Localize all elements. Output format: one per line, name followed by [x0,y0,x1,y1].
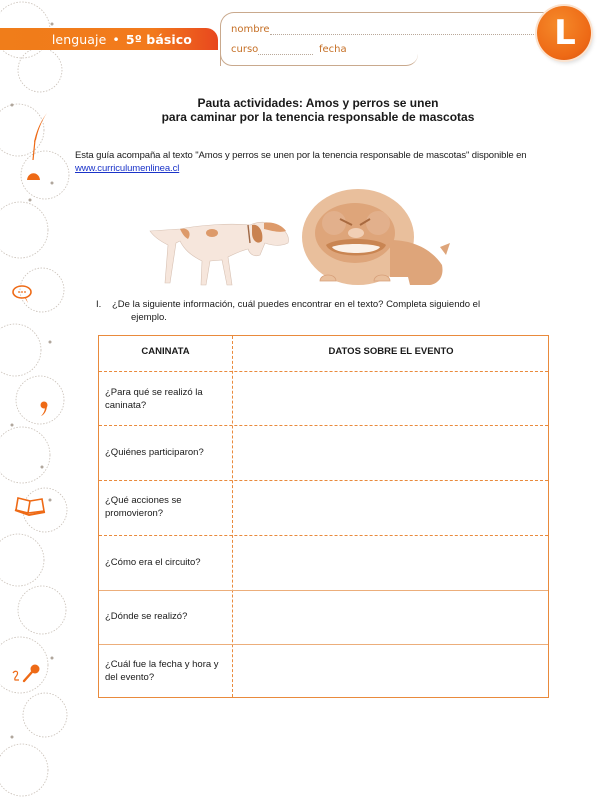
answer-cell-circuit[interactable] [233,536,549,590]
microphone-icon [13,665,40,682]
inkwell-icon [27,173,40,180]
question-number: I. [96,299,102,310]
row-question-location: ¿Dónde se realizó? [105,611,188,622]
intro-paragraph [75,149,535,175]
document-title-line1: Pauta actividades: Amos y perros se unen [197,96,439,110]
curriculum-link[interactable]: www.curriculumenlinea.cl [75,163,180,174]
date-label: fecha [319,44,347,55]
pointer-dog-illustration [150,222,289,285]
row-question-date: ¿Cuál fue la fecha y hora y del evento? [105,659,219,683]
subject-label: lenguaje [51,31,107,47]
subject-badge [537,6,591,60]
document-title-line2: para caminar por la tenencia responsable de mascotas [161,110,475,124]
answer-cell-date[interactable] [233,645,549,698]
header-caninata: CANINATA [141,346,190,357]
question-text-cont: ejemplo. [131,312,167,323]
answer-cell-actions[interactable] [233,481,549,535]
question-1 [96,298,531,324]
caninata-table [98,335,549,698]
open-book-icon [15,498,45,515]
header-event-data: DATOS SOBRE EL EVENTO [328,346,454,357]
separator-dot: • [112,31,120,47]
answer-cell-participants[interactable] [233,426,549,480]
row-question-actions: ¿Qué acciones se promovieron? [105,495,182,519]
grade-label: 5º básico [125,31,192,47]
comma-icon [41,402,48,417]
answer-cell-purpose[interactable] [233,372,549,425]
row-question-participants: ¿Quiénes participaron? [105,447,204,458]
subject-banner [0,28,218,50]
row-question-circuit: ¿Cómo era el circuito? [105,557,201,568]
course-label: curso [231,44,259,55]
row-question-purpose: ¿Para qué se realizó la caninata? [105,387,203,411]
question-text: ¿De la siguiente información, cuál puedes encontrar en el texto? Completa siguiendo el [112,299,481,310]
bulldog-illustration [302,189,450,285]
intro-text: Esta guía acompaña al texto "Amos y perros se unen por la tenencia responsable de mascotas" disponible en [75,150,527,161]
dogs-illustration [140,185,470,290]
badge-letter: L [554,13,576,53]
name-field[interactable] [270,34,536,35]
speech-bubble-icon [13,286,31,303]
answer-cell-location[interactable] [233,591,549,644]
course-field[interactable] [258,54,313,55]
name-label: nombre [231,24,270,35]
